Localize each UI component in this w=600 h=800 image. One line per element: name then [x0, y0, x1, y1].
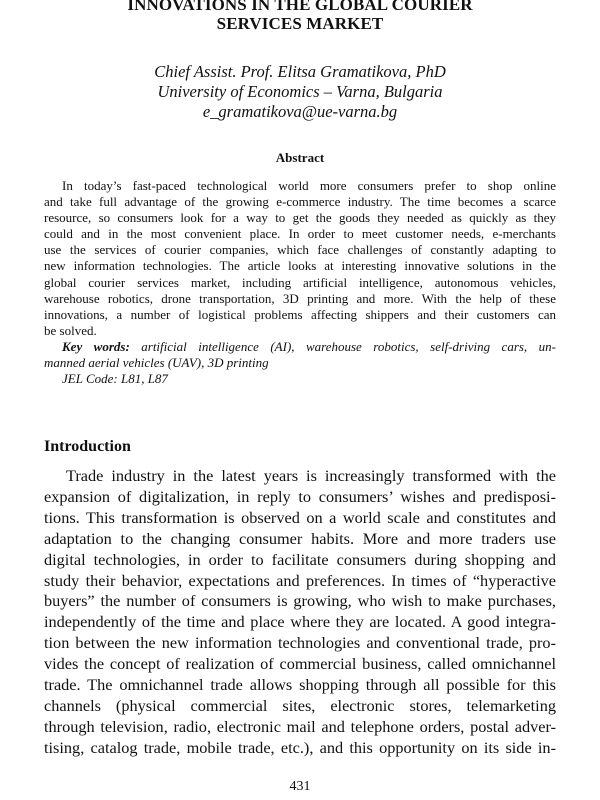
abstract-line: and take full advantage of the growing e-commerce industry. The time becomes a scarce — [44, 194, 556, 210]
body-line: tions. This transformation is observed on a world scale and constitutes and — [44, 507, 556, 527]
author-block — [0, 62, 600, 122]
body-line: buyers” the number of consumers is growing, who wish to make purchases, — [44, 591, 556, 611]
body-line: tising, catalog trade, mobile trade, etc.), and this opportunity on its side in- — [44, 737, 556, 757]
introduction-body — [44, 466, 556, 759]
jel-code: JEL Code: L81, L87 — [62, 371, 168, 387]
body-line: through television, radio, electronic mail and telephone orders, postal adver- — [44, 716, 556, 736]
title-line-1: INNOVATIONS IN THE GLOBAL COURIER — [127, 0, 473, 14]
abstract-line: global courier services market, including artificial intelligence, autonomous vehicles, — [44, 274, 556, 290]
abstract-line: In today’s fast-paced technological world more consumers prefer to shop online — [62, 178, 556, 193]
body-line: adaptation to the changing consumer habits. More and more traders use — [44, 528, 556, 548]
body-line: Trade industry in the latest years is increasingly transformed with the — [66, 466, 556, 485]
abstract-line: be solved. — [44, 322, 97, 338]
page-number: 431 — [289, 779, 311, 794]
body-line: tion between the new information technologies and conventional trade, pro- — [44, 633, 556, 653]
body-line: study their behavior, expectations and preferences. In times of “hyperactive — [44, 570, 556, 590]
abstract-line: new information technologies. The article looks at interesting innovative solutions in the — [44, 258, 556, 274]
body-line: vides the concept of realization of commercial business, called omnichannel — [44, 654, 556, 674]
keywords-label: Key words: — [62, 338, 130, 354]
body-line: independently of the time and place where they are located. A good integra- — [44, 612, 556, 632]
abstract-heading: Abstract — [275, 150, 325, 165]
introduction-heading: Introduction — [44, 438, 131, 455]
title-line-2: SERVICES MARKET — [216, 14, 384, 33]
author-affiliation: University of Economics – Varna, Bulgaria — [157, 82, 443, 101]
author-email[interactable]: e_gramatikova@ue-varna.bg — [202, 102, 398, 121]
body-line: digital technologies, in order to facilitate consumers during shopping and — [44, 549, 556, 569]
paper-title — [0, 0, 600, 33]
abstract-line: innovations, a number of logistical problems affecting shippers and their customers can — [44, 306, 556, 322]
abstract-line: resource, so consumers look for a way to get the goods they needed as quickly as they — [44, 210, 556, 226]
body-line: channels (physical commercial sites, electronic stores, telemarketing — [44, 695, 556, 715]
keywords-line-2: manned aerial vehicles (UAV), 3D printing — [44, 355, 269, 371]
body-line: trade. The omnichannel trade allows shopping through all possible for this — [44, 675, 556, 695]
keywords-text: artificial intelligence (AI), warehouse robotics, self-driving cars, un- — [141, 338, 556, 354]
keywords-line — [44, 339, 556, 355]
abstract-body — [44, 178, 556, 387]
author-name: Chief Assist. Prof. Elitsa Gramatikova, PhD — [154, 62, 446, 81]
body-line: expansion of digitalization, in reply to consumers’ wishes and predisposi- — [44, 486, 556, 506]
abstract-line: use the services of courier companies, which face challenges of constantly adapting to — [44, 242, 556, 258]
abstract-line: warehouse robotics, drone transportation, 3D printing and more. With the help of these — [44, 290, 556, 306]
abstract-line: could and in the most convenient place. In order to meet customer needs, e-merchants — [44, 226, 556, 242]
